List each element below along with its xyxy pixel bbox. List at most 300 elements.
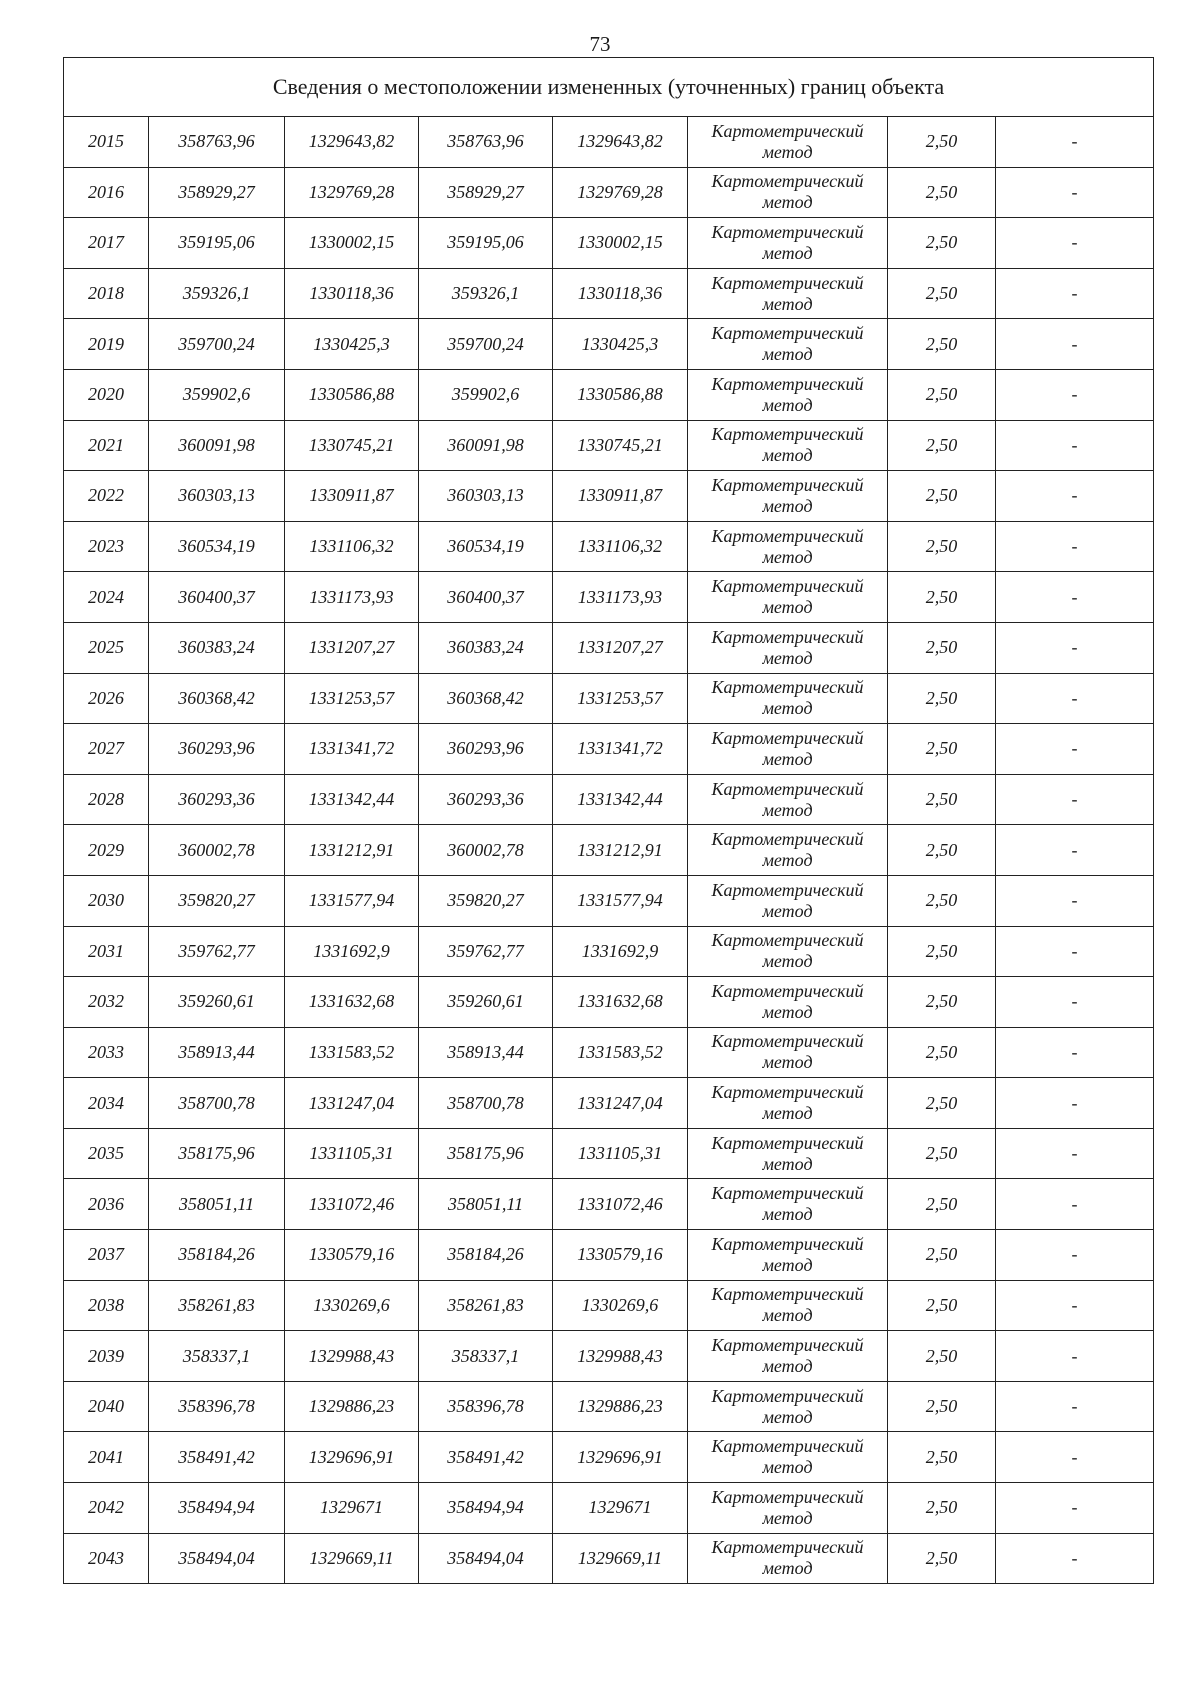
- refined-x-cell: 358337,1: [419, 1331, 553, 1382]
- accuracy-cell: 2,50: [888, 167, 996, 218]
- existing-x-cell: 358261,83: [149, 1280, 285, 1331]
- note-cell: -: [996, 724, 1154, 775]
- refined-x-cell: 358929,27: [419, 167, 553, 218]
- refined-x-cell: 358700,78: [419, 1078, 553, 1129]
- table-row: [64, 369, 1154, 420]
- note-cell: -: [996, 117, 1154, 168]
- table-row: [64, 724, 1154, 775]
- existing-y-cell: 1329669,11: [285, 1533, 419, 1584]
- refined-y-cell: 1331692,9: [553, 926, 688, 977]
- existing-y-cell: 1331207,27: [285, 622, 419, 673]
- method-line-2: метод: [762, 850, 813, 871]
- existing-x-cell: 360534,19: [149, 521, 285, 572]
- table-row: [64, 117, 1154, 168]
- accuracy-cell: 2,50: [888, 1230, 996, 1281]
- refined-x-cell: 360383,24: [419, 622, 553, 673]
- existing-x-cell: 358494,94: [149, 1483, 285, 1534]
- table-row: [64, 1230, 1154, 1281]
- existing-x-cell: 358184,26: [149, 1230, 285, 1281]
- existing-y-cell: 1331341,72: [285, 724, 419, 775]
- existing-x-cell: 358763,96: [149, 117, 285, 168]
- refined-y-cell: 1329769,28: [553, 167, 688, 218]
- page-number: 73: [589, 32, 611, 56]
- point-number-cell: 2043: [64, 1533, 149, 1584]
- method-cell: [688, 1483, 888, 1534]
- method-line-2: метод: [762, 951, 813, 972]
- note-cell: -: [996, 268, 1154, 319]
- existing-y-cell: 1331342,44: [285, 774, 419, 825]
- existing-x-cell: 359762,77: [149, 926, 285, 977]
- existing-y-cell: 1331173,93: [285, 572, 419, 623]
- table-row: [64, 1331, 1154, 1382]
- refined-y-cell: 1330269,6: [553, 1280, 688, 1331]
- note-cell: -: [996, 774, 1154, 825]
- refined-x-cell: 359326,1: [419, 268, 553, 319]
- existing-y-cell: 1329671: [285, 1483, 419, 1534]
- method-cell: [688, 977, 888, 1028]
- point-number-cell: 2042: [64, 1483, 149, 1534]
- point-number-cell: 2037: [64, 1230, 149, 1281]
- note-cell: -: [996, 977, 1154, 1028]
- refined-y-cell: 1331341,72: [553, 724, 688, 775]
- table-row: [64, 673, 1154, 724]
- method-line-2: метод: [762, 900, 813, 921]
- refined-x-cell: 359260,61: [419, 977, 553, 1028]
- refined-y-cell: 1331173,93: [553, 572, 688, 623]
- refined-x-cell: 359902,6: [419, 369, 553, 420]
- accuracy-cell: 2,50: [888, 1432, 996, 1483]
- point-number-cell: 2041: [64, 1432, 149, 1483]
- table-row: [64, 268, 1154, 319]
- method-line-1: Картометрический: [711, 1284, 864, 1305]
- method-line-2: метод: [762, 1305, 813, 1326]
- existing-x-cell: 358700,78: [149, 1078, 285, 1129]
- point-number-cell: 2034: [64, 1078, 149, 1129]
- existing-y-cell: 1330911,87: [285, 471, 419, 522]
- method-line-2: метод: [762, 647, 813, 668]
- note-cell: -: [996, 572, 1154, 623]
- method-line-1: Картометрический: [711, 373, 864, 394]
- existing-x-cell: 358175,96: [149, 1128, 285, 1179]
- method-line-2: метод: [762, 1457, 813, 1478]
- table-row: [64, 1179, 1154, 1230]
- method-cell: [688, 1533, 888, 1584]
- method-line-2: метод: [762, 344, 813, 365]
- table-row: [64, 1432, 1154, 1483]
- note-cell: -: [996, 875, 1154, 926]
- point-number-cell: 2016: [64, 167, 149, 218]
- method-cell: [688, 167, 888, 218]
- refined-x-cell: 359195,06: [419, 218, 553, 269]
- method-line-1: Картометрический: [711, 1385, 864, 1406]
- refined-y-cell: 1331106,32: [553, 521, 688, 572]
- method-cell: [688, 825, 888, 876]
- method-line-1: Картометрический: [711, 576, 864, 597]
- method-line-2: метод: [762, 1558, 813, 1579]
- method-cell: [688, 1128, 888, 1179]
- method-line-1: Картометрический: [711, 879, 864, 900]
- table-title: Сведения о местоположении измененных (уточненных) границ объекта: [64, 58, 1154, 117]
- accuracy-cell: 2,50: [888, 875, 996, 926]
- accuracy-cell: 2,50: [888, 1483, 996, 1534]
- method-cell: [688, 926, 888, 977]
- point-number-cell: 2015: [64, 117, 149, 168]
- point-number-cell: 2025: [64, 622, 149, 673]
- accuracy-cell: 2,50: [888, 1533, 996, 1584]
- accuracy-cell: 2,50: [888, 825, 996, 876]
- note-cell: -: [996, 1533, 1154, 1584]
- refined-y-cell: 1329886,23: [553, 1381, 688, 1432]
- method-line-2: метод: [762, 1406, 813, 1427]
- accuracy-cell: 2,50: [888, 774, 996, 825]
- method-cell: [688, 1027, 888, 1078]
- existing-y-cell: 1329886,23: [285, 1381, 419, 1432]
- method-line-1: Картометрический: [711, 829, 864, 850]
- method-line-1: Картометрический: [711, 980, 864, 1001]
- refined-x-cell: 358175,96: [419, 1128, 553, 1179]
- point-number-cell: 2029: [64, 825, 149, 876]
- refined-y-cell: 1331072,46: [553, 1179, 688, 1230]
- accuracy-cell: 2,50: [888, 1078, 996, 1129]
- refined-y-cell: 1330745,21: [553, 420, 688, 471]
- note-cell: -: [996, 471, 1154, 522]
- existing-y-cell: 1330118,36: [285, 268, 419, 319]
- method-cell: [688, 1179, 888, 1230]
- method-line-2: метод: [762, 1254, 813, 1275]
- method-line-1: Картометрический: [711, 727, 864, 748]
- method-line-1: Картометрический: [711, 272, 864, 293]
- existing-x-cell: 358051,11: [149, 1179, 285, 1230]
- accuracy-cell: 2,50: [888, 977, 996, 1028]
- note-cell: -: [996, 1128, 1154, 1179]
- refined-y-cell: 1331207,27: [553, 622, 688, 673]
- point-number-cell: 2019: [64, 319, 149, 370]
- method-cell: [688, 117, 888, 168]
- method-cell: [688, 319, 888, 370]
- table-row: [64, 1078, 1154, 1129]
- point-number-cell: 2020: [64, 369, 149, 420]
- point-number-cell: 2023: [64, 521, 149, 572]
- point-number-cell: 2031: [64, 926, 149, 977]
- existing-x-cell: 358494,04: [149, 1533, 285, 1584]
- method-line-2: метод: [762, 597, 813, 618]
- table-row: [64, 218, 1154, 269]
- accuracy-cell: 2,50: [888, 1179, 996, 1230]
- refined-y-cell: 1331253,57: [553, 673, 688, 724]
- existing-x-cell: 359902,6: [149, 369, 285, 420]
- method-line-2: метод: [762, 1103, 813, 1124]
- existing-y-cell: 1331106,32: [285, 521, 419, 572]
- method-line-2: метод: [762, 1052, 813, 1073]
- point-number-cell: 2033: [64, 1027, 149, 1078]
- refined-y-cell: 1330911,87: [553, 471, 688, 522]
- method-line-1: Картометрический: [711, 474, 864, 495]
- refined-y-cell: 1329671: [553, 1483, 688, 1534]
- coordinates-table: [63, 57, 1154, 1584]
- table-row: [64, 1533, 1154, 1584]
- existing-y-cell: 1331072,46: [285, 1179, 419, 1230]
- method-cell: [688, 420, 888, 471]
- refined-x-cell: 358913,44: [419, 1027, 553, 1078]
- method-cell: [688, 471, 888, 522]
- accuracy-cell: 2,50: [888, 268, 996, 319]
- point-number-cell: 2035: [64, 1128, 149, 1179]
- accuracy-cell: 2,50: [888, 521, 996, 572]
- method-cell: [688, 369, 888, 420]
- refined-y-cell: 1329669,11: [553, 1533, 688, 1584]
- existing-x-cell: 358913,44: [149, 1027, 285, 1078]
- accuracy-cell: 2,50: [888, 319, 996, 370]
- method-cell: [688, 724, 888, 775]
- existing-y-cell: 1331105,31: [285, 1128, 419, 1179]
- point-number-cell: 2017: [64, 218, 149, 269]
- existing-y-cell: 1329769,28: [285, 167, 419, 218]
- existing-y-cell: 1331247,04: [285, 1078, 419, 1129]
- method-line-2: метод: [762, 141, 813, 162]
- accuracy-cell: 2,50: [888, 1027, 996, 1078]
- point-number-cell: 2032: [64, 977, 149, 1028]
- existing-x-cell: 358337,1: [149, 1331, 285, 1382]
- note-cell: -: [996, 825, 1154, 876]
- point-number-cell: 2021: [64, 420, 149, 471]
- point-number-cell: 2022: [64, 471, 149, 522]
- existing-y-cell: 1331577,94: [285, 875, 419, 926]
- note-cell: -: [996, 521, 1154, 572]
- point-number-cell: 2028: [64, 774, 149, 825]
- existing-y-cell: 1329643,82: [285, 117, 419, 168]
- refined-y-cell: 1329988,43: [553, 1331, 688, 1382]
- method-line-2: метод: [762, 1153, 813, 1174]
- method-line-2: метод: [762, 799, 813, 820]
- existing-y-cell: 1331212,91: [285, 825, 419, 876]
- refined-y-cell: 1331247,04: [553, 1078, 688, 1129]
- point-number-cell: 2030: [64, 875, 149, 926]
- method-line-2: метод: [762, 1507, 813, 1528]
- point-number-cell: 2024: [64, 572, 149, 623]
- method-cell: [688, 521, 888, 572]
- table-row: [64, 1027, 1154, 1078]
- refined-x-cell: 358261,83: [419, 1280, 553, 1331]
- note-cell: -: [996, 926, 1154, 977]
- method-line-1: Картометрический: [711, 1233, 864, 1254]
- existing-y-cell: 1330425,3: [285, 319, 419, 370]
- method-cell: [688, 1078, 888, 1129]
- point-number-cell: 2026: [64, 673, 149, 724]
- table-row: [64, 1381, 1154, 1432]
- method-line-2: метод: [762, 546, 813, 567]
- refined-x-cell: 359820,27: [419, 875, 553, 926]
- method-line-1: Картометрический: [711, 171, 864, 192]
- existing-y-cell: 1330269,6: [285, 1280, 419, 1331]
- refined-y-cell: 1330425,3: [553, 319, 688, 370]
- method-cell: [688, 1331, 888, 1382]
- method-line-1: Картометрический: [711, 1486, 864, 1507]
- method-line-2: метод: [762, 192, 813, 213]
- existing-y-cell: 1331583,52: [285, 1027, 419, 1078]
- note-cell: -: [996, 1483, 1154, 1534]
- table-row: [64, 319, 1154, 370]
- refined-y-cell: 1331632,68: [553, 977, 688, 1028]
- method-line-1: Картометрический: [711, 221, 864, 242]
- note-cell: -: [996, 167, 1154, 218]
- refined-x-cell: 360400,37: [419, 572, 553, 623]
- method-line-1: Картометрический: [711, 323, 864, 344]
- note-cell: -: [996, 1331, 1154, 1382]
- refined-y-cell: 1331583,52: [553, 1027, 688, 1078]
- method-line-2: метод: [762, 445, 813, 466]
- existing-x-cell: 359700,24: [149, 319, 285, 370]
- table-row: [64, 471, 1154, 522]
- accuracy-cell: 2,50: [888, 1280, 996, 1331]
- table-row: [64, 1483, 1154, 1534]
- method-line-2: метод: [762, 1356, 813, 1377]
- existing-x-cell: 360293,96: [149, 724, 285, 775]
- refined-y-cell: 1330002,15: [553, 218, 688, 269]
- point-number-cell: 2036: [64, 1179, 149, 1230]
- accuracy-cell: 2,50: [888, 218, 996, 269]
- method-line-2: метод: [762, 698, 813, 719]
- method-cell: [688, 1280, 888, 1331]
- existing-x-cell: 359820,27: [149, 875, 285, 926]
- point-number-cell: 2027: [64, 724, 149, 775]
- existing-y-cell: 1331692,9: [285, 926, 419, 977]
- refined-x-cell: 360368,42: [419, 673, 553, 724]
- table-row: [64, 622, 1154, 673]
- accuracy-cell: 2,50: [888, 1381, 996, 1432]
- existing-x-cell: 358396,78: [149, 1381, 285, 1432]
- method-line-2: метод: [762, 394, 813, 415]
- refined-x-cell: 359762,77: [419, 926, 553, 977]
- method-line-2: метод: [762, 293, 813, 314]
- table-title-row: [64, 58, 1154, 117]
- existing-y-cell: 1329988,43: [285, 1331, 419, 1382]
- method-cell: [688, 1230, 888, 1281]
- method-line-2: метод: [762, 495, 813, 516]
- method-line-1: Картометрический: [711, 120, 864, 141]
- method-cell: [688, 774, 888, 825]
- point-number-cell: 2018: [64, 268, 149, 319]
- refined-y-cell: 1329643,82: [553, 117, 688, 168]
- method-line-2: метод: [762, 748, 813, 769]
- method-cell: [688, 1432, 888, 1483]
- note-cell: -: [996, 1381, 1154, 1432]
- accuracy-cell: 2,50: [888, 420, 996, 471]
- point-number-cell: 2040: [64, 1381, 149, 1432]
- refined-x-cell: 358396,78: [419, 1381, 553, 1432]
- refined-x-cell: 360303,13: [419, 471, 553, 522]
- note-cell: -: [996, 1230, 1154, 1281]
- note-cell: -: [996, 622, 1154, 673]
- method-line-1: Картометрический: [711, 1132, 864, 1153]
- table-row: [64, 926, 1154, 977]
- refined-y-cell: 1331342,44: [553, 774, 688, 825]
- existing-x-cell: 358929,27: [149, 167, 285, 218]
- accuracy-cell: 2,50: [888, 1128, 996, 1179]
- existing-x-cell: 360293,36: [149, 774, 285, 825]
- existing-x-cell: 360303,13: [149, 471, 285, 522]
- table-row: [64, 420, 1154, 471]
- note-cell: -: [996, 218, 1154, 269]
- existing-x-cell: 360002,78: [149, 825, 285, 876]
- method-cell: [688, 218, 888, 269]
- method-cell: [688, 875, 888, 926]
- existing-y-cell: 1330002,15: [285, 218, 419, 269]
- method-cell: [688, 1381, 888, 1432]
- refined-x-cell: 360534,19: [419, 521, 553, 572]
- accuracy-cell: 2,50: [888, 369, 996, 420]
- refined-x-cell: 358494,94: [419, 1483, 553, 1534]
- accuracy-cell: 2,50: [888, 926, 996, 977]
- refined-y-cell: 1331105,31: [553, 1128, 688, 1179]
- table-row: [64, 825, 1154, 876]
- accuracy-cell: 2,50: [888, 1331, 996, 1382]
- accuracy-cell: 2,50: [888, 117, 996, 168]
- refined-x-cell: 358763,96: [419, 117, 553, 168]
- table-row: [64, 1128, 1154, 1179]
- refined-y-cell: 1330586,88: [553, 369, 688, 420]
- method-line-1: Картометрический: [711, 778, 864, 799]
- refined-x-cell: 360293,96: [419, 724, 553, 775]
- existing-y-cell: 1330745,21: [285, 420, 419, 471]
- refined-y-cell: 1331212,91: [553, 825, 688, 876]
- point-number-cell: 2038: [64, 1280, 149, 1331]
- method-cell: [688, 268, 888, 319]
- refined-y-cell: 1330579,16: [553, 1230, 688, 1281]
- existing-x-cell: 359326,1: [149, 268, 285, 319]
- method-line-1: Картометрический: [711, 525, 864, 546]
- table-row: [64, 167, 1154, 218]
- method-cell: [688, 673, 888, 724]
- existing-x-cell: 360091,98: [149, 420, 285, 471]
- method-line-2: метод: [762, 242, 813, 263]
- refined-x-cell: 358494,04: [419, 1533, 553, 1584]
- method-line-1: Картометрический: [711, 930, 864, 951]
- table-row: [64, 774, 1154, 825]
- existing-x-cell: 358491,42: [149, 1432, 285, 1483]
- existing-x-cell: 359195,06: [149, 218, 285, 269]
- existing-x-cell: 360400,37: [149, 572, 285, 623]
- refined-x-cell: 358184,26: [419, 1230, 553, 1281]
- method-cell: [688, 622, 888, 673]
- note-cell: -: [996, 319, 1154, 370]
- table-row: [64, 572, 1154, 623]
- table-row: [64, 977, 1154, 1028]
- refined-x-cell: 360293,36: [419, 774, 553, 825]
- note-cell: -: [996, 420, 1154, 471]
- method-line-1: Картометрический: [711, 1335, 864, 1356]
- accuracy-cell: 2,50: [888, 724, 996, 775]
- note-cell: -: [996, 673, 1154, 724]
- accuracy-cell: 2,50: [888, 572, 996, 623]
- existing-y-cell: 1331253,57: [285, 673, 419, 724]
- method-line-1: Картометрический: [711, 626, 864, 647]
- note-cell: -: [996, 1432, 1154, 1483]
- accuracy-cell: 2,50: [888, 471, 996, 522]
- existing-y-cell: 1329696,91: [285, 1432, 419, 1483]
- existing-x-cell: 359260,61: [149, 977, 285, 1028]
- refined-x-cell: 358491,42: [419, 1432, 553, 1483]
- existing-y-cell: 1331632,68: [285, 977, 419, 1028]
- method-line-1: Картометрический: [711, 424, 864, 445]
- table-row: [64, 1280, 1154, 1331]
- refined-y-cell: 1330118,36: [553, 268, 688, 319]
- refined-x-cell: 360091,98: [419, 420, 553, 471]
- note-cell: -: [996, 1280, 1154, 1331]
- refined-x-cell: 359700,24: [419, 319, 553, 370]
- method-line-1: Картометрический: [711, 1183, 864, 1204]
- method-line-2: метод: [762, 1204, 813, 1225]
- method-line-1: Картометрический: [711, 1031, 864, 1052]
